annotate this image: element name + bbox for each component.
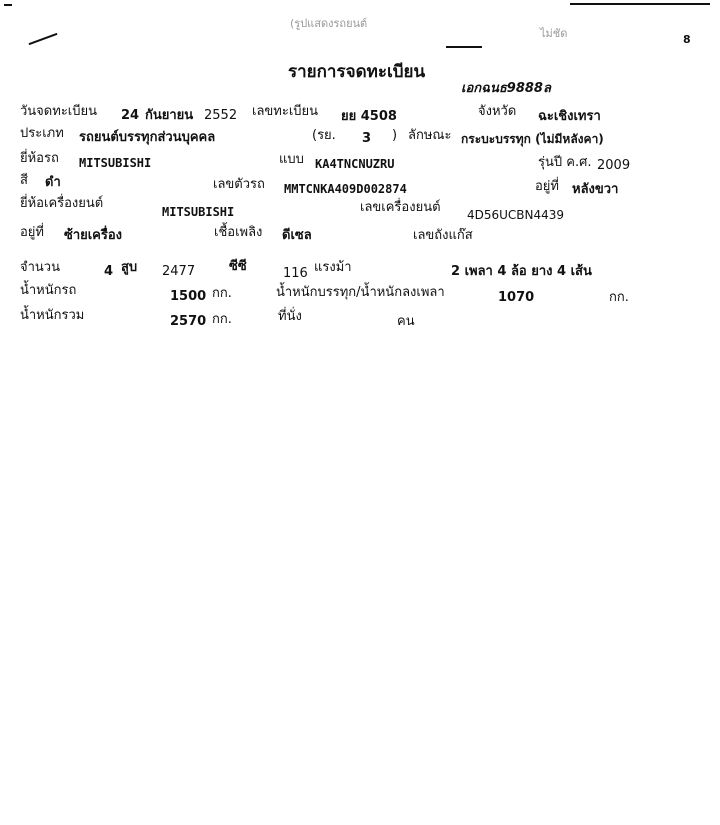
handwritten-note: เอกฉนธ9888ล (461, 81, 551, 96)
total-value: 2570 (170, 314, 207, 329)
engine-loc-label: อยู่ที่ (20, 225, 44, 240)
province-value: ฉะเชิงเทรา (538, 109, 601, 124)
cylinder-label: สูบ (121, 260, 138, 275)
engine-brand-label: ยี่ห้อเครื่องยนต์ (20, 196, 104, 211)
plate-value: ยย 4508 (341, 109, 397, 124)
model-year-label: รุ่นปี ค.ศ. (538, 155, 592, 170)
reg-date-label: วันจดทะเบียน (20, 104, 97, 119)
rs-label: (รย. (312, 128, 336, 143)
character-label: ลักษณะ (408, 128, 452, 143)
fuel-label: เชื้อเพลิง (214, 225, 263, 240)
cc-label: ซีซี (229, 259, 247, 274)
faint-right-text: ไม่ชัด (540, 27, 568, 40)
color-value: ดำ (45, 175, 61, 190)
page-mark: 8 (683, 33, 691, 46)
reg-date-year: 2552 (204, 108, 238, 123)
axle-text: 2 เพลา 4 ล้อ ยาง 4 เส้น (451, 264, 592, 279)
tank-label: เลขถังแก๊ส (413, 228, 473, 243)
total-unit: กก. (212, 312, 232, 327)
plate-label: เลขทะเบียน (252, 104, 319, 119)
rs-close: ) (392, 128, 398, 143)
handwritten-arrow-left (29, 33, 58, 45)
type-label: ประเภท (20, 126, 64, 141)
brand-label: ยี่ห้อรถ (20, 151, 59, 166)
load-label: น้ำหนักบรรทุก/น้ำหนักลงเพลา (276, 285, 445, 300)
count-label: จำนวน (20, 260, 60, 275)
chassis-label: เลขตัวรถ (213, 177, 265, 192)
hp-label: แรงม้า (314, 260, 352, 275)
engine-no-label: เลขเครื่องยนต์ (360, 200, 441, 215)
color-label: สี (20, 173, 28, 188)
cylinder-value: 4 (104, 264, 114, 279)
character-value: กระบะบรรทุก (ไม่มีหลังคา) (461, 132, 604, 146)
rs-value: 3 (362, 131, 372, 146)
document-title: รายการจดทะเบียน (288, 62, 426, 82)
type-value: รถยนต์บรรทุกส่วนบุคคล (79, 130, 216, 145)
seats-unit: คน (397, 314, 415, 329)
weight-unit: กก. (212, 286, 232, 301)
engine-no-value: 4D56UCBN4439 (467, 208, 565, 222)
load-unit: กก. (609, 290, 629, 305)
handwritten-dash (446, 46, 482, 48)
engine-loc-value: ซ้ายเครื่อง (64, 228, 123, 243)
seats-label: ที่นั่ง (278, 309, 302, 324)
reg-date-month: กันยายน (145, 108, 194, 123)
chassis-value: MMTCNKA409D002874 (284, 182, 407, 196)
fuel-value: ดีเซล (282, 228, 312, 243)
reg-date-day: 24 (121, 108, 140, 123)
load-value: 1070 (498, 290, 535, 305)
cc-value: 2477 (162, 264, 196, 279)
brand-value: MITSUBISHI (79, 156, 152, 170)
stamp-text: (รูปแสดงรถยนต์ (290, 17, 368, 30)
weight-label: น้ำหนักรถ (20, 283, 77, 298)
engine-brand-value: MITSUBISHI (162, 205, 235, 219)
top-edge-line (570, 3, 710, 5)
province-label: จังหวัด (478, 104, 517, 119)
model-value: KA4TNCNUZRU (315, 157, 395, 171)
chassis-loc-label: อยู่ที่ (535, 179, 559, 194)
chassis-loc-value: หลังขวา (572, 182, 619, 197)
total-label: น้ำหนักรวม (20, 308, 85, 323)
model-year-value: 2009 (597, 158, 631, 173)
top-left-tick (4, 4, 12, 6)
weight-value: 1500 (170, 289, 207, 304)
hp-value: 116 (283, 266, 308, 281)
model-label: แบบ (279, 152, 304, 167)
